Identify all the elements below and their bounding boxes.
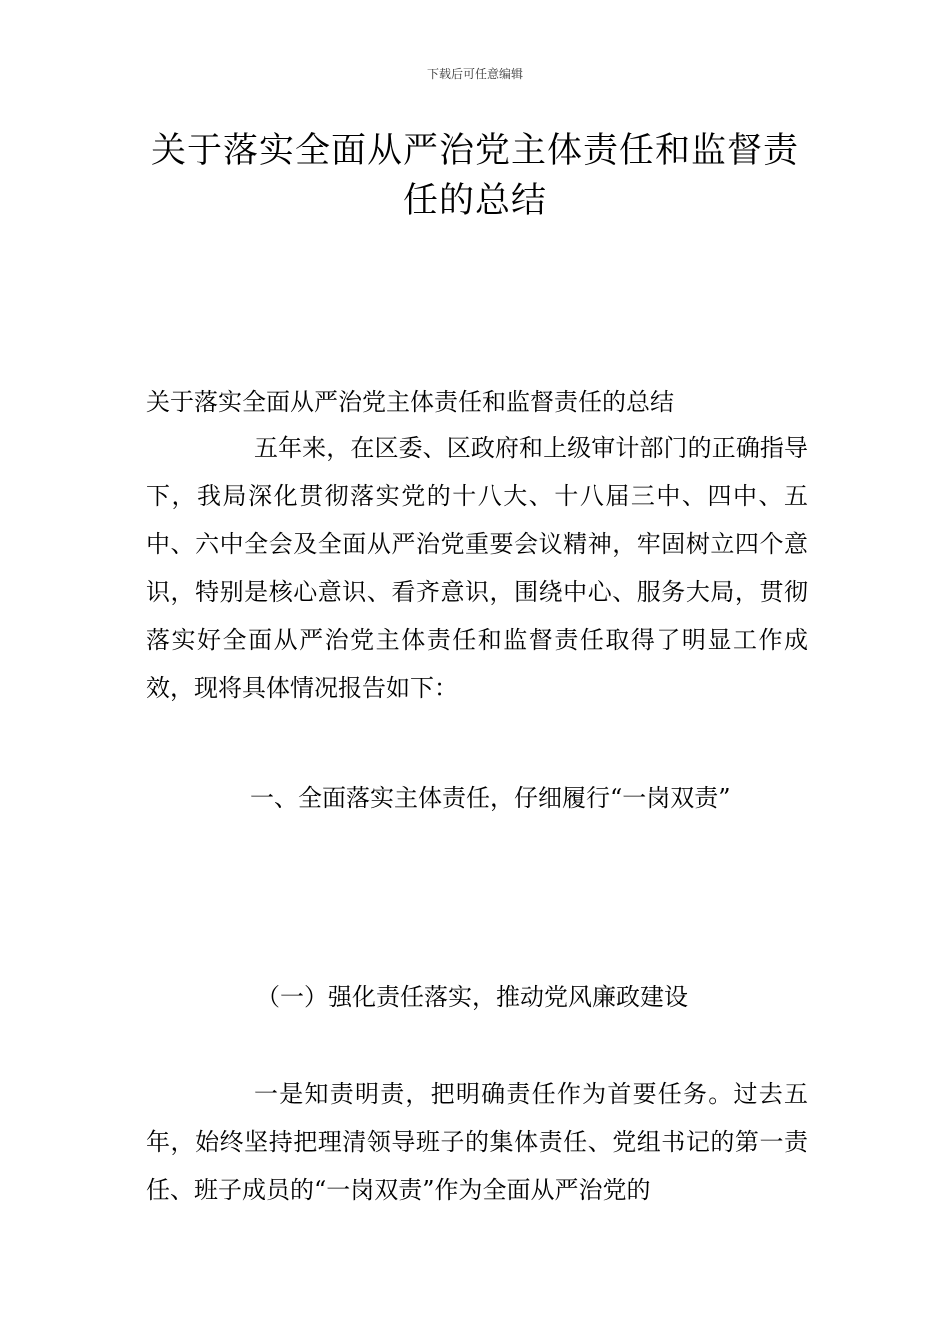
document-title: 关于落实全面从严治党主体责任和监督责任的总结 bbox=[150, 131, 799, 221]
body-paragraph: 一是知责明责，把明确责任作为首要任务。过去五年，始终坚持把理清领导班子的集体责任、党组书记的第一责任、班子成员的“一岗双责”作为全面从严治党的 bbox=[146, 1080, 808, 1204]
intro-paragraph: 五年来，在区委、区政府和上级审计部门的正确指导下，我局深化贯彻落实党的十八大、十八届三中、四中、五中、六中全会及全面从严治党重要会议精神，牢固树立四个意识，特别是核心意识、看齐意识，围绕中心、服务大局，贯彻落实好全面从严治党主体责任和监督责任取得了明显工作成效，现将具体情况报告如下： bbox=[146, 434, 808, 702]
section-heading: 一、全面落实主体责任，仔细履行“一岗双责” bbox=[250, 784, 731, 812]
document-subtitle: 关于落实全面从严治党主体责任和监督责任的总结 bbox=[146, 388, 674, 416]
header-note: 下载后可任意编辑 bbox=[426, 67, 523, 81]
subsection-heading: （一）强化责任落实，推动党风廉政建设 bbox=[256, 983, 688, 1011]
